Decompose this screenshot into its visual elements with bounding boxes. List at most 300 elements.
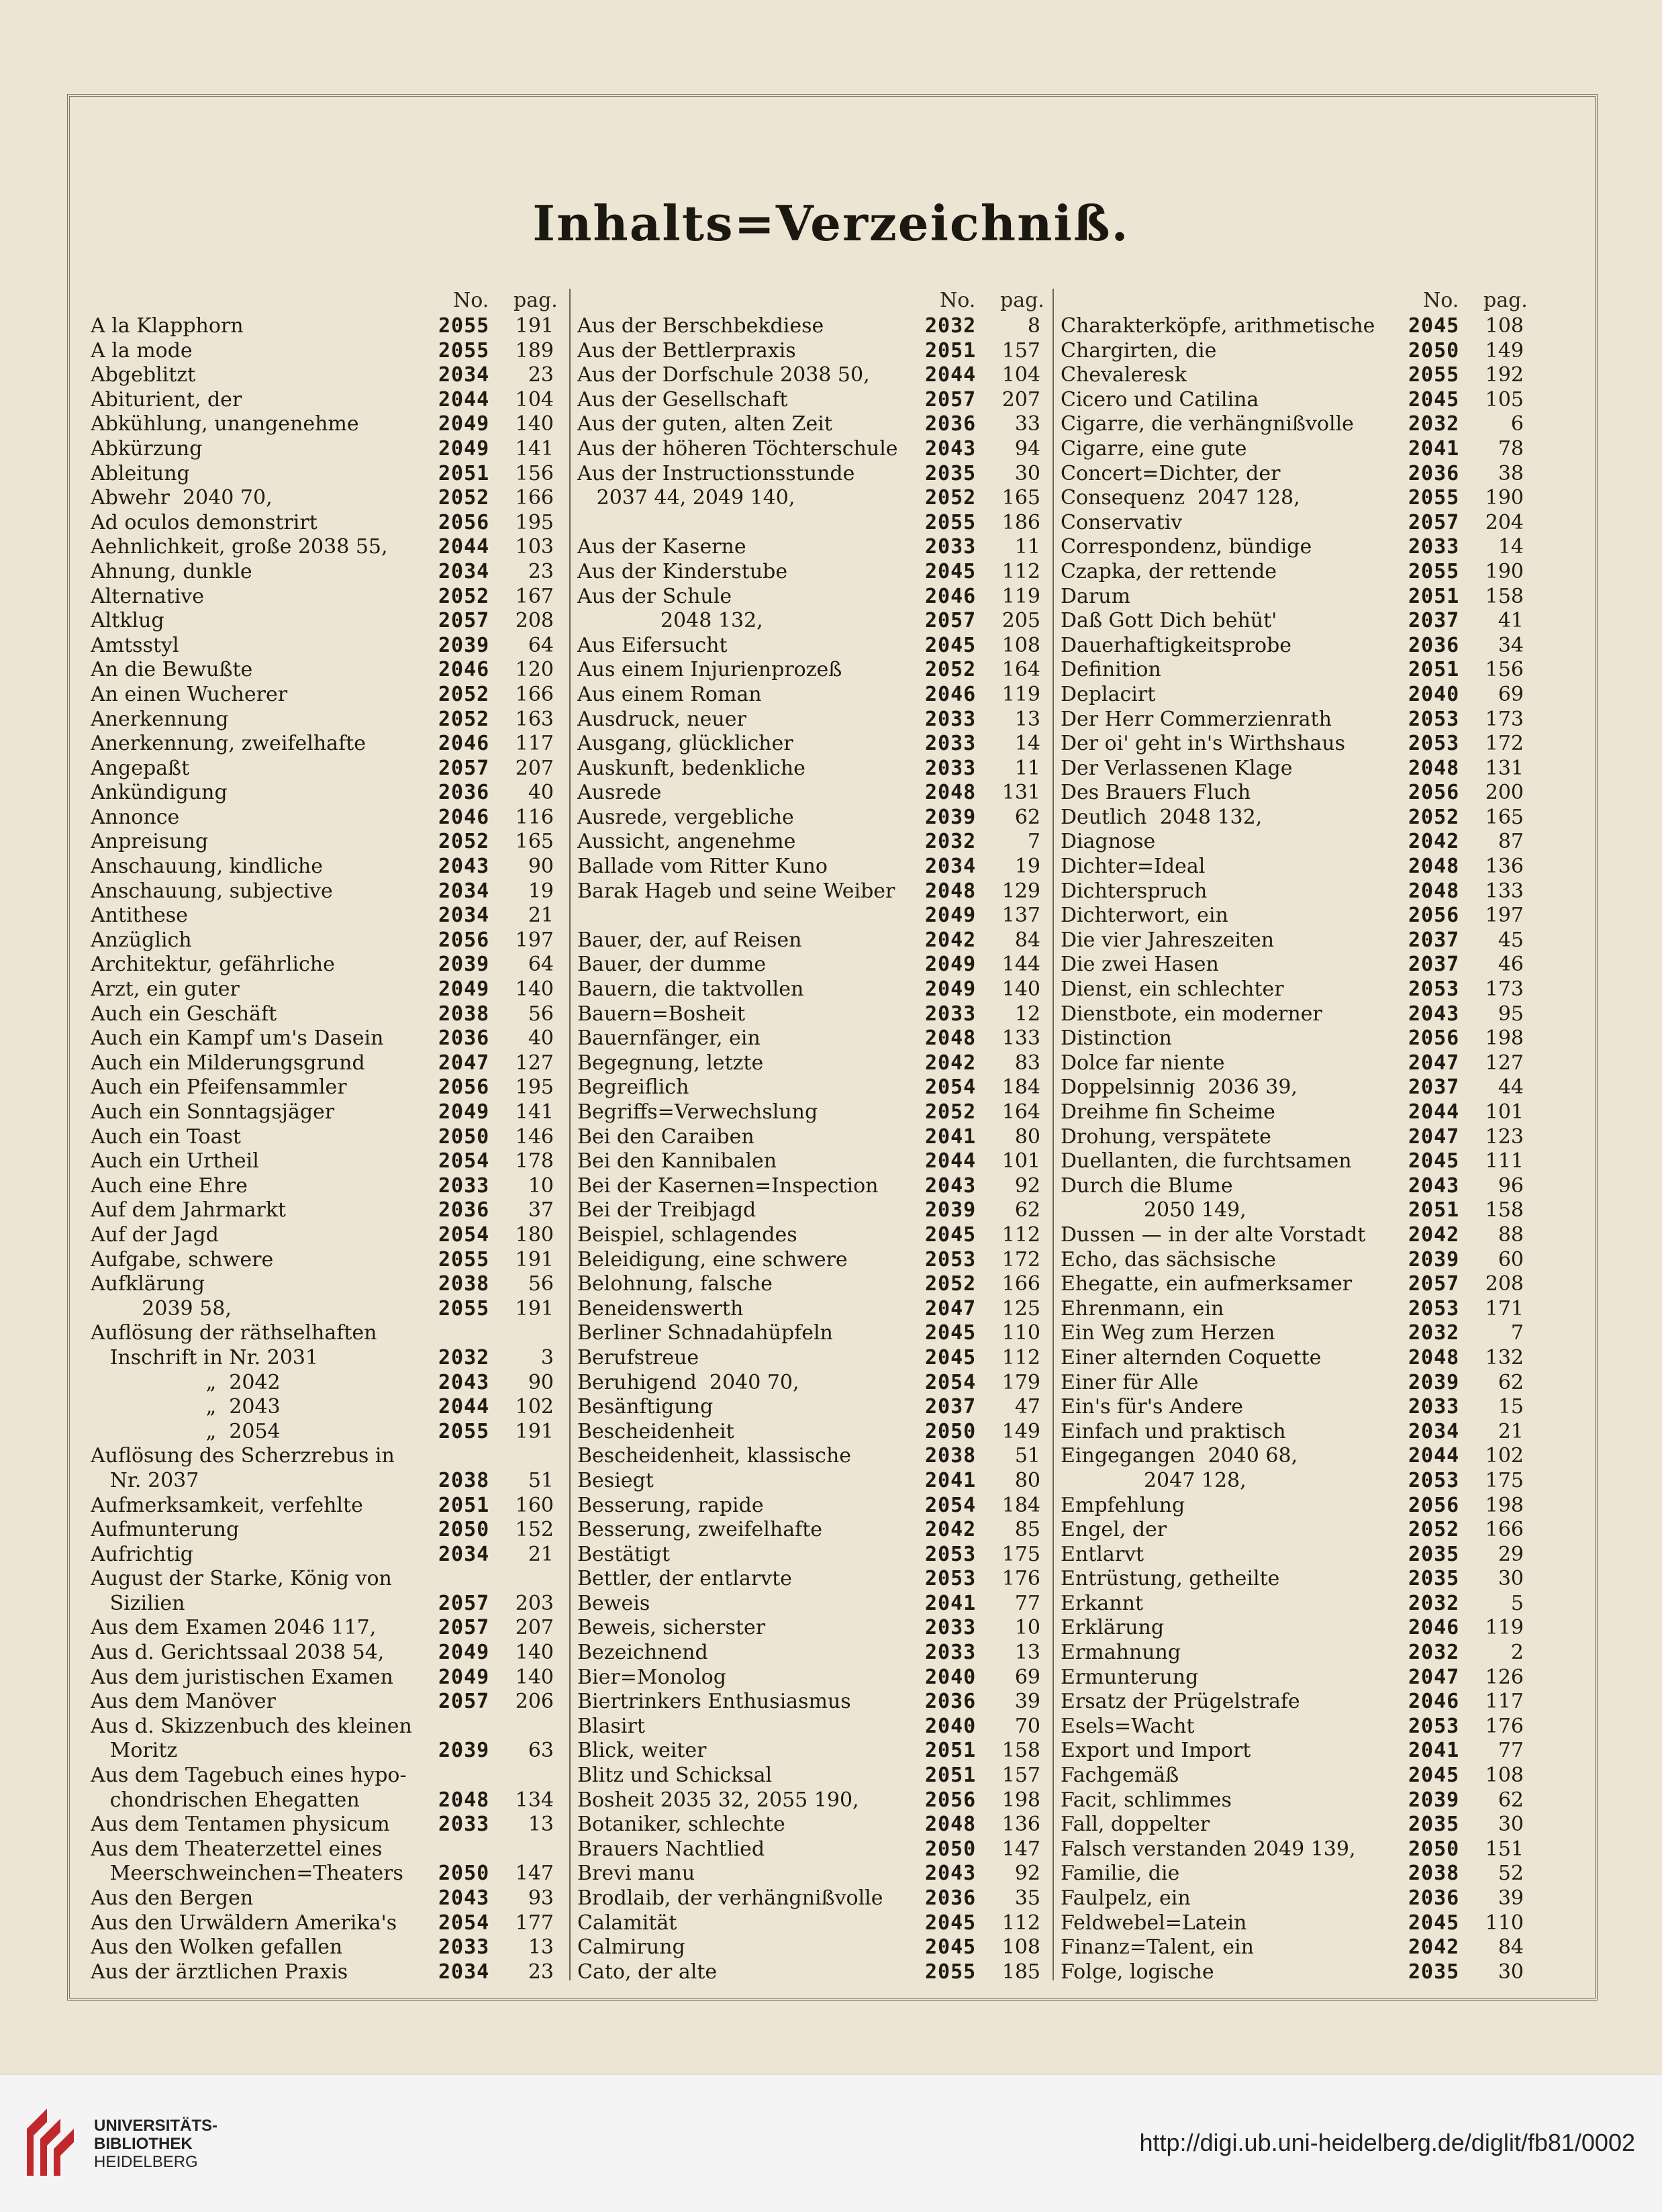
- entry-page: 112: [1001, 559, 1040, 583]
- entry-page: 119: [1485, 1616, 1524, 1640]
- entry-title: August der Starke, König von: [91, 1567, 392, 1591]
- column-divider: [569, 289, 571, 1980]
- entry-issue-number: 2054: [925, 1370, 977, 1394]
- entry-title: Annonce: [91, 805, 180, 829]
- entry-page: 129: [1001, 879, 1040, 903]
- index-entry: [1061, 977, 1530, 1002]
- entry-title: Duellanten, die furchtsamen: [1061, 1149, 1352, 1173]
- index-entry: [577, 1886, 1047, 1911]
- entry-issue-number: 2052: [438, 830, 490, 854]
- index-entry: [577, 1248, 1047, 1273]
- entry-title: Fachgemäß: [1061, 1764, 1179, 1788]
- entry-page: 156: [1485, 658, 1524, 682]
- entry-title: Aus der Kaserne: [577, 535, 746, 559]
- index-entry: [577, 363, 1047, 388]
- entry-title: Ausrede, vergebliche: [577, 805, 794, 829]
- entry-title: Aus dem Manöver: [91, 1690, 276, 1714]
- entry-title: Besserung, rapide: [577, 1493, 764, 1517]
- entry-issue-number: 2051: [925, 1739, 977, 1763]
- entry-issue-number: 2052: [438, 584, 490, 608]
- entry-title: Ein Weg zum Herzen: [1061, 1321, 1275, 1345]
- index-entry: [577, 1297, 1047, 1322]
- entry-page: 70: [1014, 1714, 1040, 1738]
- entry-issue-number: 2033: [1408, 535, 1460, 559]
- entry-issue-number: 2041: [925, 1468, 977, 1492]
- entry-title: Brevi manu: [577, 1862, 695, 1886]
- index-entry: [577, 1174, 1047, 1199]
- index-entry: [577, 904, 1047, 928]
- entry-page: 191: [515, 314, 554, 338]
- page-title: Inhalts=Verzeichniß.: [532, 195, 1130, 252]
- entry-issue-number: 2036: [438, 1026, 490, 1051]
- entry-title: Bauer, der, auf Reisen: [577, 928, 802, 952]
- entry-title: Ad oculos demonstrirt: [91, 510, 317, 534]
- index-entry: [1061, 1739, 1530, 1764]
- entry-page: 127: [1485, 1051, 1524, 1075]
- entry-title: Aus d. Skizzenbuch des kleinen: [91, 1714, 412, 1738]
- entry-page: 164: [1001, 1100, 1040, 1124]
- index-entry: [91, 1641, 560, 1666]
- entry-issue-number: 2038: [438, 1272, 490, 1296]
- entry-title: Aus der Bettlerpraxis: [577, 338, 796, 363]
- entry-title: Aus der Kinderstube: [577, 559, 788, 583]
- index-entry: [91, 363, 560, 388]
- entry-title: Barak Hageb und seine Weiber: [577, 879, 895, 903]
- entry-issue-number: 2056: [1408, 781, 1460, 805]
- entry-title: „ 2042: [91, 1370, 281, 1394]
- entry-page: 45: [1498, 928, 1524, 952]
- index-entry: [91, 1935, 560, 1960]
- index-entry: [1061, 1026, 1530, 1051]
- index-entry: [91, 977, 560, 1002]
- entry-title: Aus einem Roman: [577, 682, 762, 706]
- entry-issue-number: 2054: [925, 1493, 977, 1517]
- entry-page: 207: [515, 756, 554, 780]
- entry-page: 12: [1014, 1002, 1040, 1026]
- index-entry: [577, 1788, 1047, 1813]
- index-entry: [577, 388, 1047, 413]
- entry-issue-number: 2055: [1408, 486, 1460, 510]
- entry-page: 19: [1014, 855, 1040, 879]
- entry-title: Aufgabe, schwere: [91, 1247, 274, 1271]
- index-entry: [577, 855, 1047, 879]
- entry-issue-number: 2052: [925, 658, 977, 682]
- entry-title: Consequenz 2047 128,: [1061, 486, 1300, 510]
- entry-issue-number: 2053: [1408, 707, 1460, 731]
- entry-title: Auch ein Milderungsgrund: [91, 1051, 365, 1075]
- entry-page: 112: [1001, 1911, 1040, 1935]
- index-entry: [91, 535, 560, 560]
- column-header: [577, 289, 1047, 314]
- entry-issue-number: 2045: [925, 1935, 977, 1960]
- permalink-url[interactable]: http://digi.ub.uni-heidelberg.de/diglit/fb81/0002: [1139, 2129, 1635, 2156]
- index-entry: [1061, 363, 1530, 388]
- entry-issue-number: 2052: [925, 486, 977, 510]
- entry-issue-number: 2054: [925, 1075, 977, 1100]
- index-entry: [91, 781, 560, 806]
- entry-issue-number: 2057: [438, 1616, 490, 1640]
- entry-issue-number: 2036: [1408, 633, 1460, 657]
- entry-page: 69: [1498, 682, 1524, 706]
- entry-page: 126: [1485, 1665, 1524, 1689]
- index-entry: [1061, 904, 1530, 928]
- entry-issue-number: 2034: [1408, 1419, 1460, 1443]
- index-rows: [91, 314, 560, 1984]
- entry-title: 2037 44, 2049 140,: [577, 486, 795, 510]
- entry-issue-number: 2049: [925, 977, 977, 1002]
- entry-title: Bezeichnend: [577, 1641, 708, 1665]
- entry-page: 13: [1014, 1641, 1040, 1665]
- index-entry: [91, 388, 560, 413]
- entry-page: 40: [528, 1026, 554, 1051]
- index-entry: [91, 953, 560, 977]
- entry-page: 140: [1001, 977, 1040, 1002]
- entry-page: 204: [1485, 510, 1524, 534]
- entry-issue-number: 2057: [438, 609, 490, 633]
- entry-issue-number: 2039: [925, 805, 977, 829]
- entry-title: Die zwei Hasen: [1061, 953, 1219, 977]
- entry-title: Doppelsinnig 2036 39,: [1061, 1075, 1298, 1100]
- entry-page: 165: [1485, 805, 1524, 829]
- entry-title: Begegnung, letzte: [577, 1051, 764, 1075]
- entry-page: 152: [515, 1518, 554, 1542]
- entry-page: 23: [528, 1960, 554, 1984]
- viewer-footer: [0, 2074, 1662, 2212]
- entry-issue-number: 2034: [438, 559, 490, 583]
- entry-page: 200: [1485, 781, 1524, 805]
- entry-page: 137: [1001, 904, 1040, 928]
- index-entry: [91, 412, 560, 437]
- entry-title: Botaniker, schlechte: [577, 1813, 785, 1837]
- entry-title: Dolce far niente: [1061, 1051, 1225, 1075]
- index-entry: [1061, 1223, 1530, 1248]
- entry-title: Folge, logische: [1061, 1960, 1214, 1984]
- index-entry: [577, 953, 1047, 977]
- entry-title: Correspondenz, bündige: [1061, 535, 1312, 559]
- entry-title: Sizilien: [91, 1591, 185, 1615]
- entry-page: 108: [1485, 1764, 1524, 1788]
- entry-title: Darum: [1061, 584, 1131, 608]
- entry-title: Blick, weiter: [577, 1739, 707, 1763]
- library-name: [94, 2117, 217, 2171]
- entry-title: Biertrinkers Enthusiasmus: [577, 1690, 851, 1714]
- entry-issue-number: 2045: [925, 1222, 977, 1247]
- entry-page: 134: [515, 1788, 554, 1812]
- entry-title: Cato, der alte: [577, 1960, 718, 1984]
- entry-page: 207: [515, 1616, 554, 1640]
- entry-page: 191: [515, 1247, 554, 1271]
- entry-title: Der oi' geht in's Wirthshaus: [1061, 732, 1346, 756]
- index-entry: [91, 928, 560, 953]
- entry-issue-number: 2033: [438, 1173, 490, 1198]
- index-entry: [1061, 1935, 1530, 1960]
- entry-title: Abwehr 2040 70,: [91, 486, 273, 510]
- entry-issue-number: 2053: [1408, 977, 1460, 1002]
- entry-title: A la mode: [91, 338, 193, 363]
- entry-page: 166: [515, 682, 554, 706]
- index-entry: [1061, 708, 1530, 732]
- entry-issue-number: 2054: [438, 1911, 490, 1935]
- index-entry: [91, 1518, 560, 1543]
- entry-issue-number: 2041: [1408, 436, 1460, 461]
- entry-title: Beweis: [577, 1591, 650, 1615]
- index-entry: [1061, 339, 1530, 364]
- entry-page: 172: [1485, 732, 1524, 756]
- index-entry: [1061, 634, 1530, 659]
- entry-title: Anpreisung: [91, 830, 209, 854]
- index-entry: [577, 928, 1047, 953]
- entry-issue-number: 2038: [925, 1444, 977, 1468]
- entry-issue-number: 2050: [925, 1419, 977, 1443]
- entry-page: 175: [1485, 1468, 1524, 1492]
- entry-issue-number: 2043: [925, 436, 977, 461]
- entry-title: Facit, schlimmes: [1061, 1788, 1232, 1812]
- entry-title: Des Brauers Fluch: [1061, 781, 1251, 805]
- entry-issue-number: 2044: [438, 1395, 490, 1419]
- entry-issue-number: 2034: [438, 1960, 490, 1984]
- entry-page: 108: [1485, 314, 1524, 338]
- index-entry: [1061, 1198, 1530, 1223]
- index-entry: [91, 339, 560, 364]
- entry-issue-number: 2033: [1408, 1395, 1460, 1419]
- entry-page: 108: [1001, 1935, 1040, 1960]
- index-entry: [1061, 1690, 1530, 1715]
- entry-page: 208: [1485, 1272, 1524, 1296]
- entry-title: Aus den Urwäldern Amerika's: [91, 1911, 397, 1935]
- index-entry: [577, 683, 1047, 708]
- index-entry: [577, 708, 1047, 732]
- entry-page: 127: [515, 1051, 554, 1075]
- entry-issue-number: 2051: [438, 461, 490, 485]
- entry-page: 37: [528, 1198, 554, 1222]
- header-no: No.: [453, 289, 489, 312]
- entry-page: 157: [1001, 338, 1040, 363]
- entry-title: Auch ein Pfeifensammler: [91, 1075, 347, 1100]
- entry-page: 44: [1498, 1075, 1524, 1100]
- index-entry: [577, 1592, 1047, 1617]
- entry-title: Ersatz der Prügelstrafe: [1061, 1690, 1300, 1714]
- entry-page: 40: [528, 781, 554, 805]
- entry-page: 147: [515, 1862, 554, 1886]
- index-entry: [577, 560, 1047, 585]
- entry-title: Feldwebel=Latein: [1061, 1911, 1247, 1935]
- entry-issue-number: 2046: [438, 732, 490, 756]
- entry-page: 6: [1510, 412, 1524, 436]
- entry-issue-number: 2049: [438, 1100, 490, 1124]
- entry-issue-number: 2050: [1408, 338, 1460, 363]
- index-entry: [577, 1272, 1047, 1297]
- entry-page: 167: [515, 584, 554, 608]
- index-entry: [91, 1272, 560, 1297]
- entry-issue-number: 2053: [925, 1542, 977, 1566]
- index-entry: [577, 535, 1047, 560]
- entry-title: Blasirt: [577, 1714, 645, 1738]
- entry-title: Anerkennung, zweifelhafte: [91, 732, 366, 756]
- entry-issue-number: 2051: [1408, 584, 1460, 608]
- entry-page: 184: [1001, 1075, 1040, 1100]
- entry-issue-number: 2057: [438, 756, 490, 780]
- entry-title: Begreiflich: [577, 1075, 689, 1100]
- entry-page: 101: [1485, 1100, 1524, 1124]
- entry-issue-number: 2045: [1408, 387, 1460, 412]
- entry-title: Auch ein Kampf um's Dasein: [91, 1026, 384, 1051]
- index-entry: [577, 1837, 1047, 1862]
- index-entry: [1061, 1837, 1530, 1862]
- entry-page: 140: [515, 977, 554, 1002]
- entry-title: Beispiel, schlagendes: [577, 1222, 797, 1247]
- entry-page: 119: [1001, 584, 1040, 608]
- entry-title: Meerschweinchen=Theaters: [91, 1862, 403, 1886]
- index-entry: [1061, 1051, 1530, 1076]
- entry-page: 165: [1001, 486, 1040, 510]
- entry-page: 160: [515, 1493, 554, 1517]
- entry-issue-number: 2047: [438, 1051, 490, 1075]
- entry-issue-number: 2053: [1408, 1468, 1460, 1492]
- index-entry: [1061, 1444, 1530, 1469]
- entry-issue-number: 2055: [438, 1247, 490, 1271]
- index-entry: [577, 634, 1047, 659]
- entry-issue-number: 2049: [925, 953, 977, 977]
- library-name-line: UNIVERSITÄTS-: [94, 2117, 218, 2135]
- entry-issue-number: 2032: [925, 314, 977, 338]
- entry-issue-number: 2043: [438, 1886, 490, 1910]
- column-divider: [1053, 289, 1054, 1980]
- entry-title: Dienstbote, ein moderner: [1061, 1002, 1322, 1026]
- index-entry: [1061, 781, 1530, 806]
- entry-title: Beneidenswerth: [577, 1296, 744, 1320]
- entry-page: 80: [1014, 1468, 1040, 1492]
- index-entry: [577, 609, 1047, 634]
- entry-page: 175: [1001, 1542, 1040, 1566]
- index-entry: [91, 830, 560, 855]
- entry-title: Bei der Treibjagd: [577, 1198, 756, 1222]
- entry-issue-number: 2049: [438, 436, 490, 461]
- entry-title: Conservativ: [1061, 510, 1183, 534]
- entry-title: Ein's für's Andere: [1061, 1395, 1243, 1419]
- entry-issue-number: 2033: [925, 1641, 977, 1665]
- entry-title: Aufrichtig: [91, 1542, 194, 1566]
- entry-page: 112: [1001, 1345, 1040, 1369]
- entry-issue-number: 2056: [1408, 904, 1460, 928]
- entry-title: Die vier Jahreszeiten: [1061, 928, 1275, 952]
- index-entry: [1061, 1960, 1530, 1985]
- entry-page: 93: [528, 1886, 554, 1910]
- entry-issue-number: 2035: [1408, 1567, 1460, 1591]
- index-entry: [1061, 1272, 1530, 1297]
- entry-issue-number: 2045: [925, 1911, 977, 1935]
- entry-issue-number: 2057: [925, 387, 977, 412]
- entry-issue-number: 2034: [438, 904, 490, 928]
- index-entry: [91, 904, 560, 928]
- entry-issue-number: 2055: [438, 314, 490, 338]
- entry-page: 120: [515, 658, 554, 682]
- entry-issue-number: 2038: [438, 1468, 490, 1492]
- entry-page: 141: [515, 1100, 554, 1124]
- entry-title: Empfehlung: [1061, 1493, 1185, 1517]
- entry-issue-number: 2057: [438, 1690, 490, 1714]
- index-entry: [1061, 1420, 1530, 1445]
- index-entry: [91, 1075, 560, 1100]
- entry-title: Abiturient, der: [91, 387, 242, 412]
- entry-page: 64: [528, 633, 554, 657]
- entry-page: 195: [515, 1075, 554, 1100]
- entry-issue-number: 2056: [438, 928, 490, 952]
- entry-issue-number: 2047: [925, 1296, 977, 1320]
- entry-page: 132: [1485, 1345, 1524, 1369]
- index-entry: [577, 1002, 1047, 1027]
- entry-page: 144: [1001, 953, 1040, 977]
- entry-title: Bauern, die taktvollen: [577, 977, 804, 1002]
- index-entry: [91, 708, 560, 732]
- entry-title: Ausdruck, neuer: [577, 707, 746, 731]
- entry-title: Nr. 2037: [91, 1468, 199, 1492]
- index-entry: [1061, 1002, 1530, 1027]
- index-entry: [1061, 1764, 1530, 1788]
- entry-page: 133: [1485, 879, 1524, 903]
- entry-page: 176: [1001, 1567, 1040, 1591]
- entry-issue-number: 2051: [1408, 658, 1460, 682]
- entry-issue-number: 2052: [438, 486, 490, 510]
- entry-issue-number: 2042: [925, 1518, 977, 1542]
- entry-page: 191: [515, 1296, 554, 1320]
- entry-title: Aus Eifersucht: [577, 633, 728, 657]
- index-entry: [577, 1518, 1047, 1543]
- entry-page: 88: [1498, 1222, 1524, 1247]
- index-entry: [1061, 1813, 1530, 1837]
- index-entry: [577, 462, 1047, 487]
- entry-title: Altklug: [91, 609, 164, 633]
- entry-issue-number: 2043: [438, 855, 490, 879]
- entry-issue-number: 2056: [1408, 1493, 1460, 1517]
- entry-title: Echo, das sächsische: [1061, 1247, 1276, 1271]
- entry-title: Bier=Monolog: [577, 1665, 726, 1689]
- entry-page: 90: [528, 855, 554, 879]
- index-entry: [91, 1739, 560, 1764]
- index-entry: [91, 1248, 560, 1273]
- entry-title: Auf der Jagd: [91, 1222, 219, 1247]
- entry-page: 178: [515, 1149, 554, 1173]
- library-logo-icon: [20, 2102, 81, 2182]
- entry-title: Bei den Caraiben: [577, 1124, 754, 1149]
- entry-title: Abgeblitzt: [91, 363, 196, 387]
- entry-title: Einfach und praktisch: [1061, 1419, 1286, 1443]
- entry-title: Bestätigt: [577, 1542, 671, 1566]
- entry-title: Cigarre, die verhängnißvolle: [1061, 412, 1354, 436]
- index-entry: [577, 806, 1047, 830]
- entry-title: Blitz und Schicksal: [577, 1764, 773, 1788]
- entry-issue-number: 2048: [1408, 1345, 1460, 1369]
- entry-issue-number: 2035: [1408, 1542, 1460, 1566]
- entry-issue-number: 2036: [925, 412, 977, 436]
- entry-title: Aufklärung: [91, 1272, 205, 1296]
- entry-page: 165: [515, 830, 554, 854]
- entry-page: 21: [1498, 1419, 1524, 1443]
- entry-title: Dussen — in der alte Vorstadt: [1061, 1222, 1366, 1247]
- entry-page: 195: [515, 510, 554, 534]
- entry-title: Export und Import: [1061, 1739, 1251, 1763]
- entry-title: Charakterköpfe, arithmetische: [1061, 314, 1375, 338]
- entry-page: 186: [1001, 510, 1040, 534]
- entry-page: 30: [1498, 1813, 1524, 1837]
- entry-page: 78: [1498, 436, 1524, 461]
- entry-page: 69: [1014, 1665, 1040, 1689]
- entry-issue-number: 2039: [438, 1739, 490, 1763]
- entry-page: 136: [1485, 855, 1524, 879]
- entry-page: 56: [528, 1002, 554, 1026]
- entry-page: 64: [528, 953, 554, 977]
- index-entry: [91, 1198, 560, 1223]
- entry-title: Cigarre, eine gute: [1061, 436, 1247, 461]
